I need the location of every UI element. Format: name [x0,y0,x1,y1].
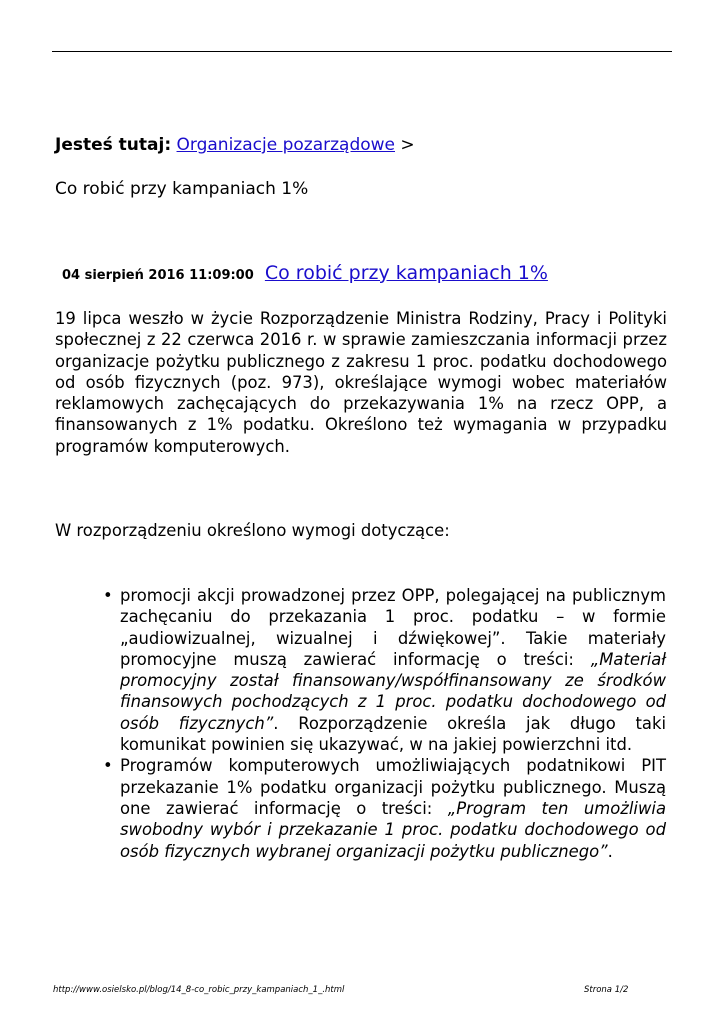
intro-paragraph: 19 lipca weszło w życie Rozporządzenie Ministra Rodziny, Pracy i Polityki społecznej z 22 czerwca 2016 r. w sprawie zamieszczania informacji przez organizacje pożytku publicznego z zakresu 1 proc. podatku dochodowego od osób fizycznych (poz. 973), określające wymogi wobec materiałów reklamowych zachęcających do przekazywania 1% na rzecz OPP, a finansowanych z 1% podatku. Określono też wymagania w przypadku programów komputerowych. [55,309,667,456]
footer-url: http://www.osielsko.pl/blog/14_8-co_robic_przy_kampaniach_1_.html [53,985,345,995]
post-title-link[interactable]: Co robić przy kampaniach 1% [264,262,548,284]
post-header [62,262,548,284]
footer-page-number: Strona 1/2 [584,985,629,995]
list-item [103,755,666,861]
list-item-text: Programów komputerowych umożliwiających podatnikowi PIT przekazanie 1% podatku organizacji pożytku publicznego. Muszą one zawierać informację o treści: [120,756,666,818]
breadcrumb-label: Jesteś tutaj: [55,135,172,155]
bullet-icon: • [103,756,113,776]
requirements-list [103,585,666,862]
page-subtitle: Co robić przy kampaniach 1% [55,179,309,199]
breadcrumb-link-organizacje[interactable]: Organizacje pozarządowe [176,135,395,155]
list-item-text-end: . [607,841,613,861]
list-item-text: promocji akcji prowadzonej przez OPP, polegającej na publicznym zachęcaniu do przekazania 1 proc. podatku – w formie „audiowizualnej, wizualnej i dźwiękowej”. Takie materiały promocyjne muszą zawierać informację o treści: [120,586,666,669]
list-item-text-end: . Rozporządzenie określa jak długo taki komunikat powinien się ukazywać, w na jakiej powierzchni itd. [120,713,666,755]
breadcrumb [55,135,415,155]
list-item [103,585,666,755]
requirements-heading: W rozporządzeniu określono wymogi dotyczące: [55,521,450,540]
list-item-quote: „Materiał promocyjny został finansowany/współfinansowany ze środków finansowych pochodzących z 1 proc. podatku dochodowego od osób fizycznych” [120,649,666,733]
list-item-quote: „Program ten umożliwia swobodny wybór i przekazanie 1 proc. podatku dochodowego od osób fizycznych wybranej organizacji pożytku publicznego” [120,798,666,861]
bullet-icon: • [103,586,113,605]
post-date: 04 sierpień 2016 11:09:00 [62,268,254,283]
header-divider [52,51,672,52]
breadcrumb-separator: > [400,135,415,155]
